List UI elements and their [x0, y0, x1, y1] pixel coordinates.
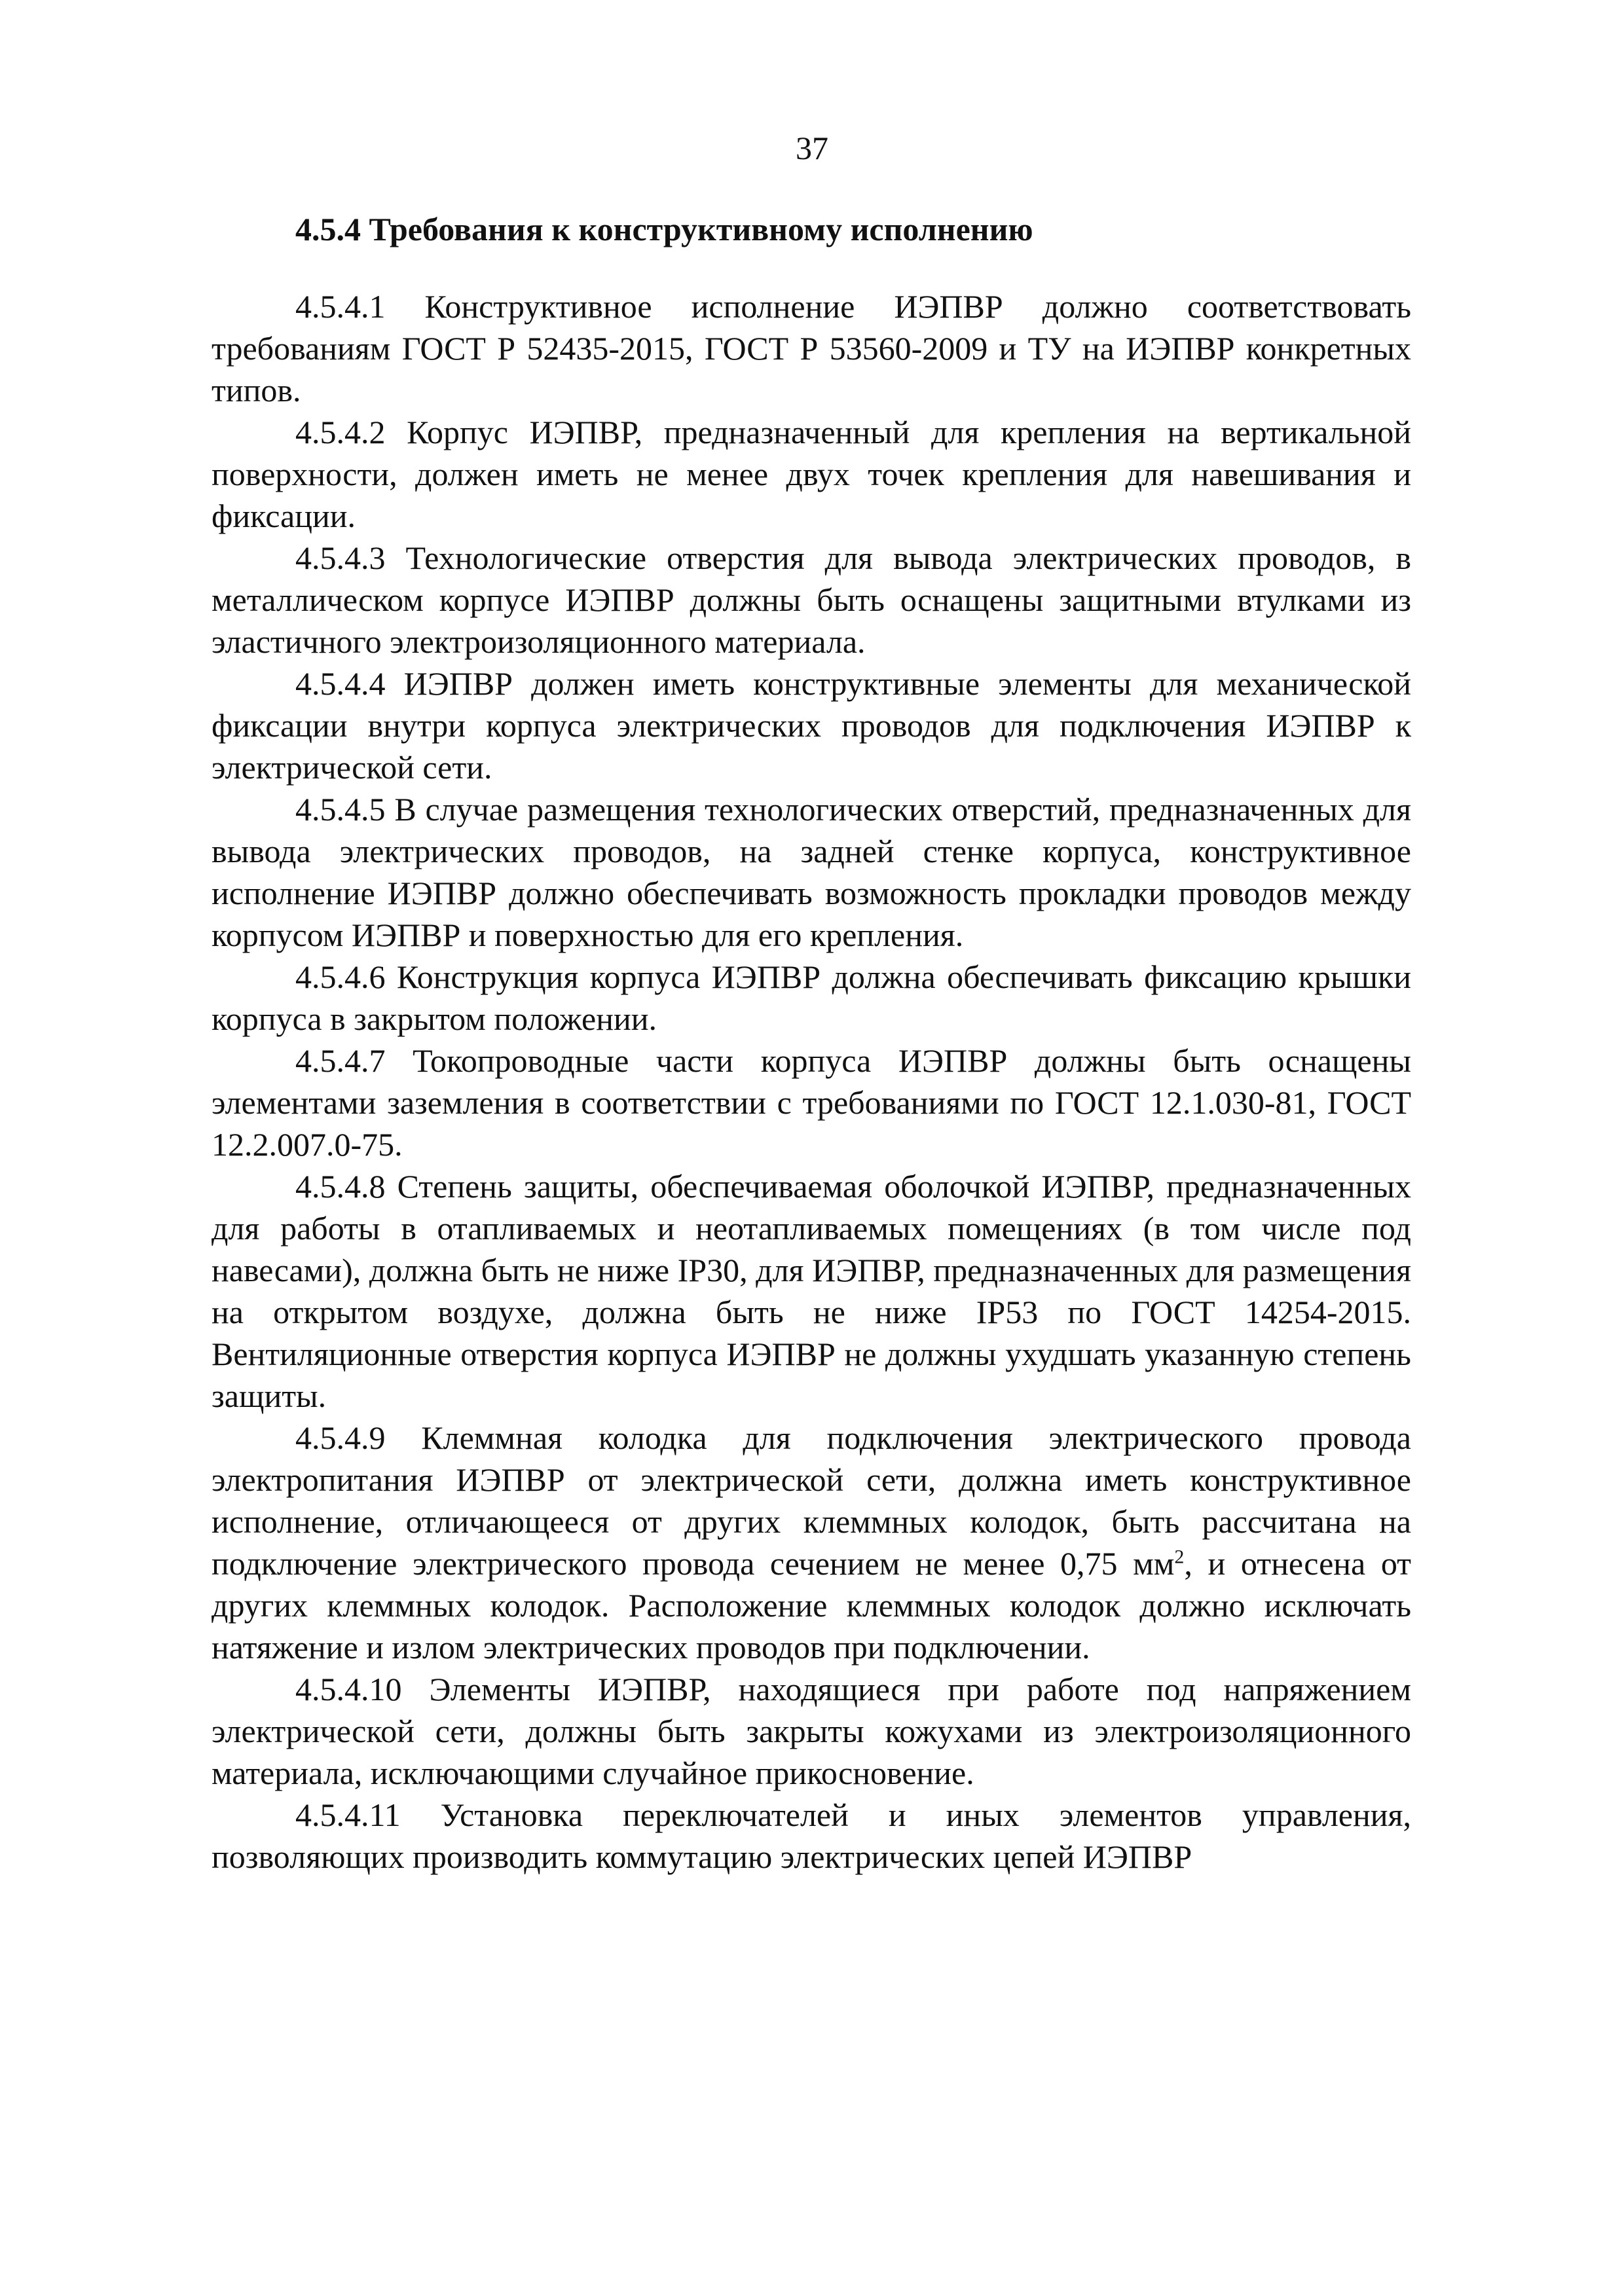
section-heading: 4.5.4 Требования к конструктивному исполнению: [295, 211, 1033, 247]
paragraph-4-5-4-8: 4.5.4.8 Степень защиты, обеспечиваемая оболочкой ИЭПВР, предназначенных для работы в отапливаемых и неотапливаемых помещениях (в том числе под навесами), должна быть не ниже IP30, для ИЭПВР, предназначенных для размещения на открытом воздухе, должна быть не ниже IP53 по ГОСТ 14254-2015. Вентиляционные отверстия корпуса ИЭПВР не должны ухудшать указанную степень защиты.: [212, 1168, 1411, 1414]
paragraph-4-5-4-5: 4.5.4.5 В случае размещения технологических отверстий, предназначенных для вывода электрических проводов, на задней стенке корпуса, конструктивное исполнение ИЭПВР должно обеспечивать возможность прокладки проводов между корпусом ИЭПВР и поверхностью для его крепления.: [212, 791, 1411, 953]
paragraph-4-5-4-7: 4.5.4.7 Токопроводные части корпуса ИЭПВР должны быть оснащены элементами заземления в соответствии с требованиями по ГОСТ 12.1.030-81, ГОСТ 12.2.007.0-75.: [212, 1042, 1411, 1163]
paragraph-4-5-4-6: 4.5.4.6 Конструкция корпуса ИЭПВР должна обеспечивать фиксацию крышки корпуса в закрытом положении.: [212, 958, 1411, 1037]
paragraph-4-5-4-2: 4.5.4.2 Корпус ИЭПВР, предназначенный для крепления на вертикальной поверхности, должен иметь не менее двух точек крепления для навешивания и фиксации.: [212, 414, 1411, 534]
superscript-square: 2: [1174, 1546, 1185, 1568]
paragraph-4-5-4-10: 4.5.4.10 Элементы ИЭПВР, находящиеся при работе под напряжением электрической сети, должны быть закрыты кожухами из электроизоляционного материала, исключающими случайное прикосновение.: [212, 1671, 1411, 1791]
document-body: [212, 208, 1411, 1878]
paragraph-4-5-4-11: 4.5.4.11 Установка переключателей и иных элементов управления, позволяющих производить коммутацию электрических цепей ИЭПВР: [212, 1796, 1411, 1875]
paragraph-4-5-4-9-text-after: , и отнесена от других клеммных колодок. Расположение клеммных колодок должно исключать натяжение и излом электрических проводов при подключении.: [212, 1545, 1412, 1666]
paragraph-4-5-4-1: 4.5.4.1 Конструктивное исполнение ИЭПВР должно соответствовать требованиям ГОСТ Р 52435-2015, ГОСТ Р 53560-2009 и ТУ на ИЭПВР конкретных типов.: [212, 288, 1411, 409]
paragraph-4-5-4-4: 4.5.4.4 ИЭПВР должен иметь конструктивные элементы для механической фиксации внутри корпуса электрических проводов для подключения ИЭПВР к электрической сети.: [212, 665, 1411, 786]
paragraph-4-5-4-9-text-before: 4.5.4.9 Клеммная колодка для подключения электрического провода электропитания ИЭПВР от электрической сети, должна иметь конструктивное исполнение, отличающееся от других клеммных колодок, быть рассчитана на подключение электрического провода сечением не менее 0,75 мм: [212, 1419, 1411, 1582]
paragraph-4-5-4-9: [212, 1417, 1411, 1668]
paragraph-4-5-4-3: 4.5.4.3 Технологические отверстия для вывода электрических проводов, в металлическом корпусе ИЭПВР должны быть оснащены защитными втулками из эластичного электроизоляционного материала.: [212, 539, 1411, 660]
page-number: 37: [796, 130, 828, 166]
